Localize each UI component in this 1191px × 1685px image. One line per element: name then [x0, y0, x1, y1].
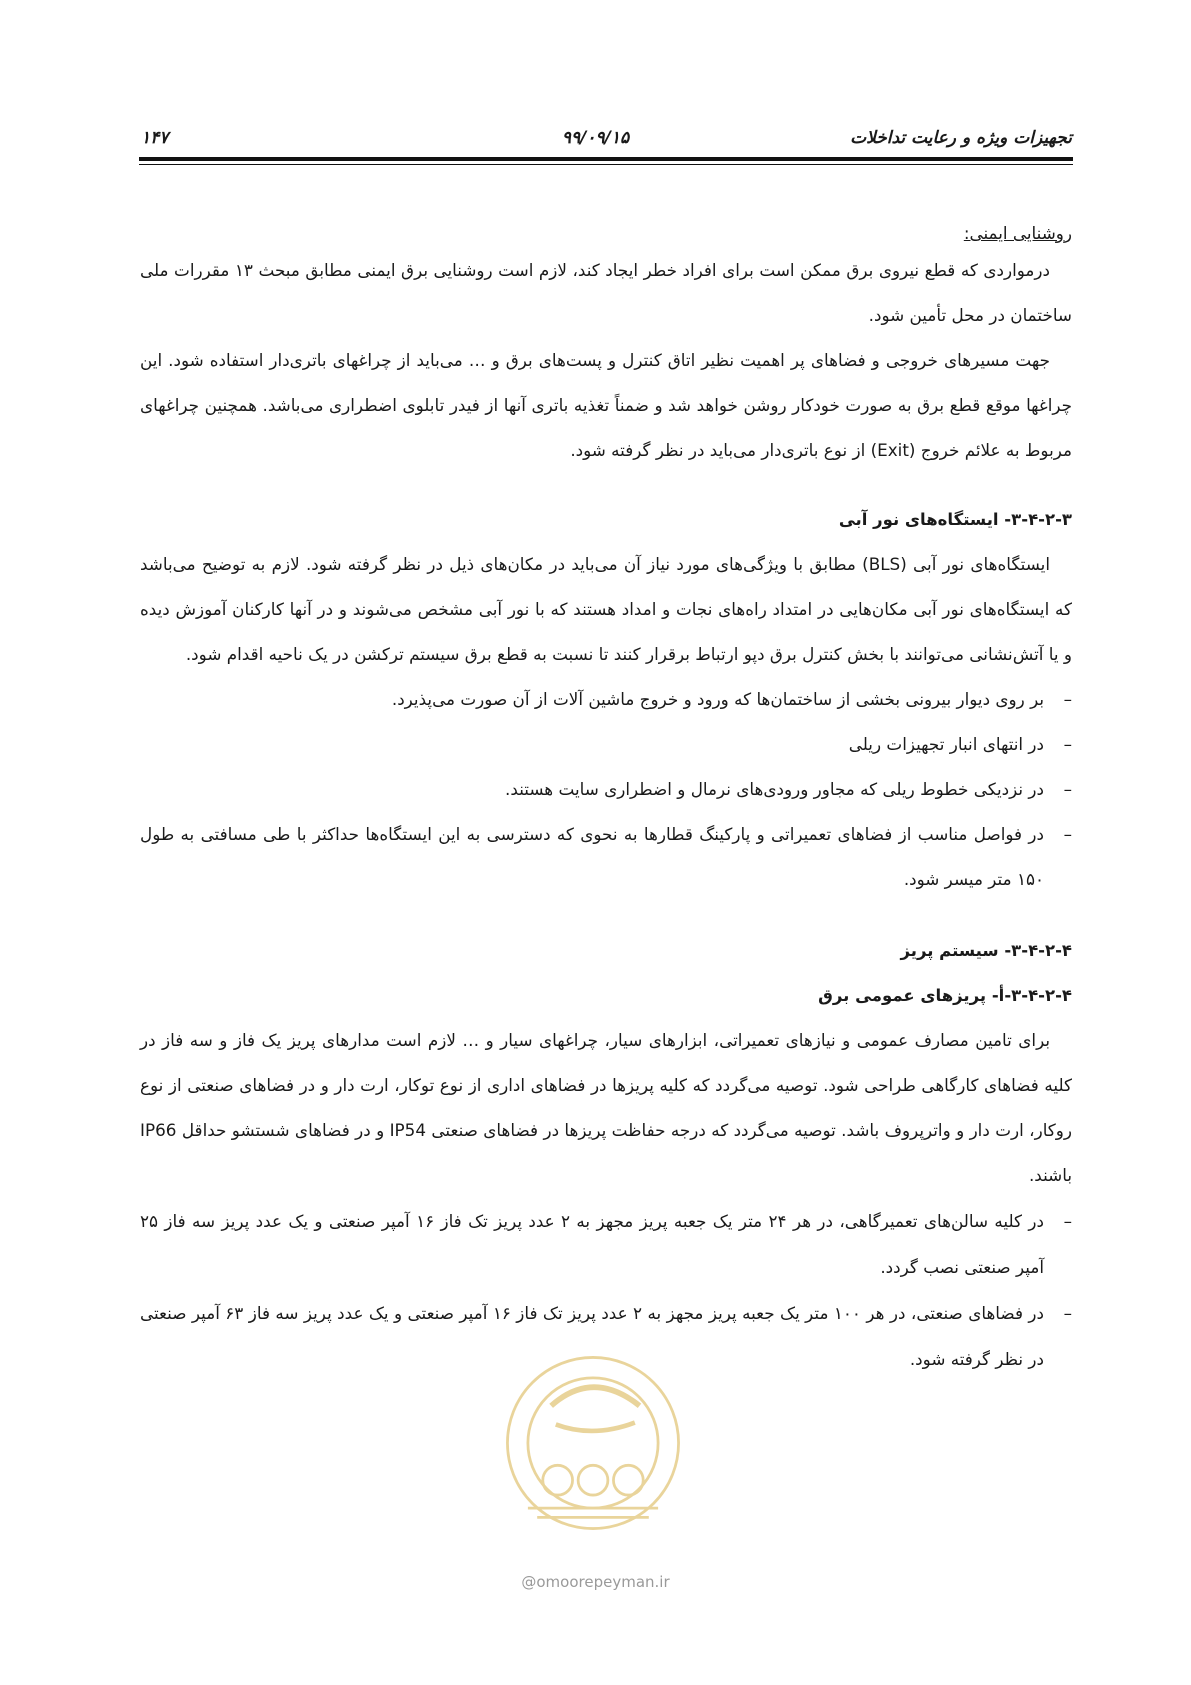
- list-item: [140, 812, 1072, 902]
- subsection-heading-general-sockets: ۳-۴-۲-۴-أ- پریزهای عمومی برق: [818, 986, 1072, 1005]
- dash-bullet: –: [1063, 779, 1072, 799]
- page-number: ۱۴۷: [141, 128, 169, 148]
- emergency-lighting-caption: روشنایی ایمنی:: [963, 223, 1072, 243]
- list-item-text: در فواصل مناسب از فضاهای تعمیراتی و پارکینگ قطارها به نحوی که دسترسی به این ایستگاه‌ها حداکثر با طی مسافتی به طول ۱۵۰ متر میسر شود.: [140, 824, 1044, 889]
- list-item-text: بر روی دیوار بیرونی بخشی از ساختمان‌ها که ورود و خروج ماشین آلات از آن صورت می‌پذیرد.: [391, 689, 1044, 709]
- list-item-text: در انتهای انبار تجهیزات ریلی: [848, 734, 1044, 754]
- bullet-list: [140, 677, 1072, 902]
- list-item: [140, 722, 1072, 767]
- running-header-title: تجهیزات ویژه و رعایت تداخلات: [850, 128, 1072, 148]
- dash-bullet: –: [1063, 824, 1072, 844]
- list-item: [140, 767, 1072, 812]
- list-item: [140, 1198, 1072, 1290]
- section-heading-blue-light-stations: ۳-۴-۲-۳- ایستگاه‌های نور آبی: [838, 510, 1072, 529]
- header-rule-thick: [139, 157, 1073, 161]
- running-header-date: ۹۹/۰۹/۱۵: [561, 128, 630, 148]
- watermark-logo: [500, 1350, 686, 1536]
- paragraph: برای تامین مصارف عمومی و نیازهای تعمیراتی، ابزارهای سیار، چراغهای سیار و … لازم است مدارهای پریز یک فاز و سه فاز در کلیه فضاهای کارگاهی طراحی شود. توصیه می‌گردد که کلیه پریزها در فضاهای اداری از نوع توکار، ارت دار و در فضاهای صنعتی از نوع روکار، ارت دار و واترپروف باشد. توصیه می‌گردد که درجه حفاظت پریزها در فضاهای صنعتی IP54 و در فضاهای شستشو حداقل IP66 باشند.: [140, 1030, 1073, 1185]
- dash-bullet: –: [1063, 1303, 1072, 1323]
- header-rule-thin: [139, 164, 1073, 165]
- paragraph: جهت مسیرهای خروجی و فضاهای پر اهمیت نظیر اتاق کنترل و پست‌های برق و … می‌باید از چراغهای باتری‌دار استفاده شود. این چراغها موقع قطع برق به صورت خودکار روشن خواهد شد و ضمناً تغذیه باتری آنها از فیدر تابلوی اضطراری می‌باشد. همچنین چراغهای مربوط به علائم خروج (Exit) از نوع باتری‌دار می‌باید در نظر گرفته شود.: [140, 350, 1072, 460]
- paragraph: ایستگاه‌های نور آبی (BLS) مطابق با ویژگی‌های مورد نیاز آن می‌باید در مکان‌های ذیل در نظر گرفته شود. لازم به توضیح می‌باشد که ایستگاه‌های نور آبی مکان‌هایی در امتداد راه‌های نجات و امداد هستند که با نور آبی مشخص می‌شوند و در آنها کارکنان آموزش دیده و یا آتش‌نشانی می‌توانند با بخش کنترل برق دپو ارتباط برقرار کنند تا نسبت به قطع برق سیستم ترکشن در یک ناحیه اقدام شود.: [140, 554, 1072, 664]
- list-item-text: در فضاهای صنعتی، در هر ۱۰۰ متر یک جعبه پریز مجهز به ۲ عدد پریز تک فاز ۱۶ آمپر صنعتی و یک عدد پریز سه فاز ۶۳ آمپر صنعتی در نظر گرفته شود.: [140, 1303, 1044, 1369]
- dash-bullet: –: [1063, 1211, 1072, 1231]
- paragraph: درمواردی که قطع نیروی برق ممکن است برای افراد خطر ایجاد کند، لازم است روشنایی برق ایمنی مطابق مبحث ۱۳ مقررات ملی ساختمان در محل تأمین شود.: [140, 260, 1072, 325]
- list-item-text: در نزدیکی خطوط ریلی که مجاور ورودی‌های نرمال و اضطراری سایت هستند.: [505, 779, 1044, 799]
- dash-bullet: –: [1063, 734, 1072, 754]
- list-item-text: در کلیه سالن‌های تعمیرگاهی، در هر ۲۴ متر یک جعبه پریز مجهز به ۲ عدد پریز تک فاز ۱۶ آمپر صنعتی و یک عدد پریز سه فاز ۲۵ آمپر صنعتی نصب گردد.: [140, 1211, 1044, 1277]
- list-item: [140, 677, 1072, 722]
- section-heading-socket-system: ۳-۴-۲-۴- سیستم پریز: [900, 941, 1072, 960]
- watermark-site-url: @omoorepeyman.ir: [521, 1573, 670, 1591]
- dash-bullet: –: [1063, 689, 1072, 709]
- page-body: [140, 218, 1072, 1382]
